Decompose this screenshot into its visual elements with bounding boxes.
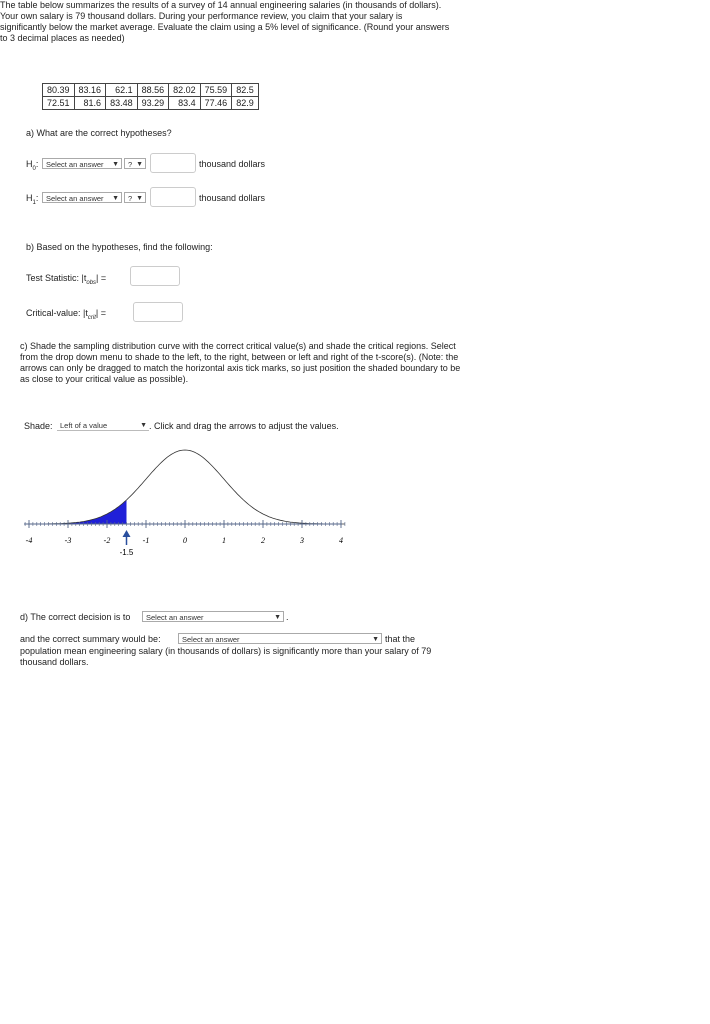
chevron-down-icon: ▼ xyxy=(274,614,281,621)
h0-label: $H_0$: xyxy=(26,159,39,172)
critical-value-text: Critical-value: |t xyxy=(26,308,88,318)
part-b-question: b) Based on the hypotheses, find the following: xyxy=(26,242,213,252)
table-cell: 82.9 xyxy=(232,97,259,110)
decision-suffix: . xyxy=(286,612,289,622)
h0-select-value: Select an answer xyxy=(46,160,104,169)
test-statistic-text: Test Statistic: |t xyxy=(26,273,87,283)
h1-letter: H xyxy=(26,193,33,203)
tick-label: -4 xyxy=(25,536,33,545)
h0-parameter-select[interactable] xyxy=(42,158,122,169)
table-cell: 72.51 xyxy=(43,97,75,110)
t-distribution-graph[interactable] xyxy=(20,440,350,560)
h0-subscript: 0 xyxy=(32,165,36,172)
tick-label: 1 xyxy=(222,536,226,545)
chevron-down-icon: ▼ xyxy=(112,161,119,168)
shade-label: Shade: xyxy=(24,421,53,431)
critical-value-label xyxy=(26,308,106,321)
table-cell: 83.48 xyxy=(106,97,138,110)
summary-select-value: Select an answer xyxy=(182,635,240,644)
chevron-down-icon: ▼ xyxy=(372,636,379,643)
table-cell: 82.02 xyxy=(169,84,201,97)
h0-operator-select[interactable] xyxy=(124,158,146,169)
h1-unit: thousand dollars xyxy=(199,193,266,203)
h0-unit: thousand dollars xyxy=(199,159,266,169)
part-a-question: a) What are the correct hypotheses? xyxy=(26,128,172,138)
tick-label: -2 xyxy=(103,536,111,545)
table-cell: 83.16 xyxy=(74,84,106,97)
critical-value-input[interactable] xyxy=(133,302,183,322)
table-cell: 81.6 xyxy=(74,97,106,110)
shade-select[interactable] xyxy=(57,420,149,431)
tick-label: -1 xyxy=(142,536,150,545)
chevron-down-icon: ▼ xyxy=(136,195,143,202)
h1-operator-value: ? xyxy=(128,194,133,203)
summary-rest: population mean engineering salary (in thousands of dollars) is significantly more than your salary of 79 thousand dollars. xyxy=(20,646,432,667)
h1-value-input[interactable] xyxy=(150,187,196,207)
t-distribution-curve xyxy=(25,450,345,524)
h0-value-input[interactable] xyxy=(150,153,196,173)
tick-labels xyxy=(26,536,343,545)
tick-label: 3 xyxy=(300,536,304,545)
test-statistic-label xyxy=(26,273,106,286)
problem-statement: The table below summarizes the results of a survey of 14 annual engineering salaries (in thousands of dollars). Your own salary is 79 thousand dollars. During your performance review, you claim that your salary is significantly below the market average. Evaluate the claim using a 5% level of significance. (Round your answers to 3 decimal places as needed) xyxy=(0,0,450,43)
tick-label: 2 xyxy=(261,536,265,545)
h1-parameter-select[interactable] xyxy=(42,192,122,203)
h0-letter: H xyxy=(26,159,33,169)
decision-select[interactable] xyxy=(142,611,284,622)
summary-suffix: that the xyxy=(385,634,416,644)
tick-label: -3 xyxy=(64,536,72,545)
chevron-down-icon: ▼ xyxy=(140,422,147,429)
tick-label: 0 xyxy=(183,536,187,545)
summary-prefix: and the correct summary would be: xyxy=(20,634,161,644)
drag-hint: . Click and drag the arrows to adjust the values. xyxy=(149,421,339,431)
shade-select-value: Left of a value xyxy=(60,421,108,430)
tick-label: 4 xyxy=(339,536,343,545)
table-cell: 82.5 xyxy=(232,84,259,97)
table-row xyxy=(43,84,259,97)
critical-value-subscript: crit xyxy=(87,314,96,321)
test-statistic-subscript: obs xyxy=(86,279,97,286)
table-cell: 62.1 xyxy=(106,84,138,97)
table-cell: 83.4 xyxy=(169,97,201,110)
table-cell: 93.29 xyxy=(137,97,169,110)
h0-operator-value: ? xyxy=(128,160,133,169)
table-cell: 75.59 xyxy=(200,84,232,97)
part-c-question: c) Shade the sampling distribution curve with the correct critical value(s) and shade the critical regions. Select from the drop down menu to shade to the left, to the right, between or left and right of the t-score(s). (Note: the arrows can only be dragged to match the horizontal axis tick marks, so just position the shaded boundary to be as close to your critical value as possible). xyxy=(20,341,461,384)
arrow-value-label: -1.5 xyxy=(119,548,134,557)
chevron-down-icon: ▼ xyxy=(136,161,143,168)
h1-operator-select[interactable] xyxy=(124,192,146,203)
summary-select[interactable] xyxy=(178,633,382,644)
critical-value-equals: | = xyxy=(95,308,106,318)
h1-select-value: Select an answer xyxy=(46,194,104,203)
chevron-down-icon: ▼ xyxy=(112,195,119,202)
h1-subscript: 1 xyxy=(32,199,36,206)
decision-select-value: Select an answer xyxy=(146,613,204,622)
arrow-up-icon xyxy=(123,530,131,537)
draggable-arrow-handle[interactable] xyxy=(123,530,131,545)
table-row xyxy=(43,97,259,110)
salary-table xyxy=(42,83,259,110)
test-statistic-equals: | = xyxy=(96,273,107,283)
decision-prefix: d) The correct decision is to xyxy=(20,612,131,622)
table-cell: 88.56 xyxy=(137,84,169,97)
table-cell: 77.46 xyxy=(200,97,232,110)
h1-label: $H_1$: xyxy=(26,193,39,206)
test-statistic-input[interactable] xyxy=(130,266,180,286)
table-cell: 80.39 xyxy=(43,84,75,97)
